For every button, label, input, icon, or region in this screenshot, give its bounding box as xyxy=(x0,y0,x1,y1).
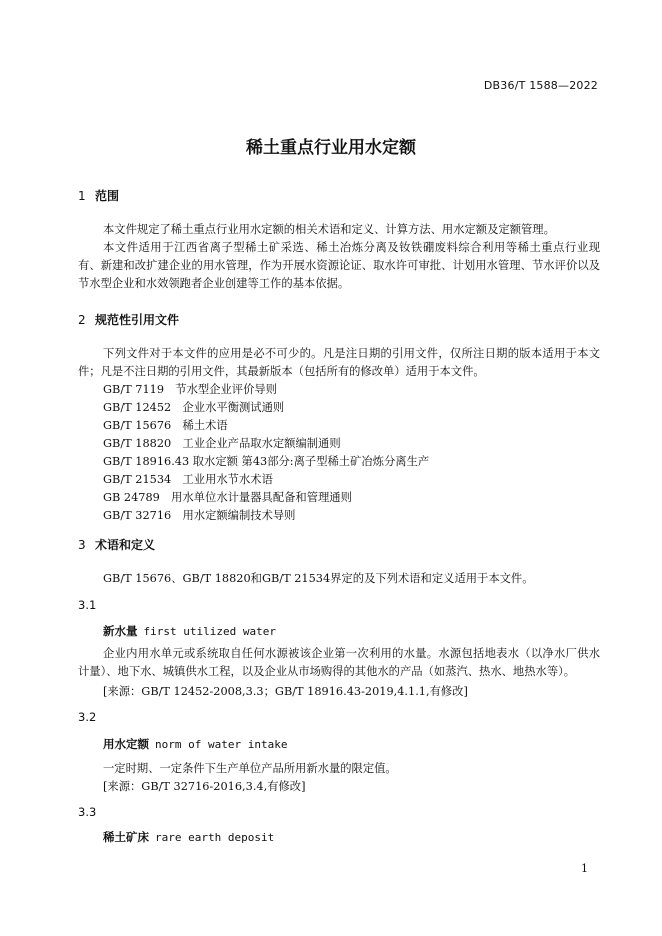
reference-item: GB/T 18916.43 取水定额 第43部分:离子型稀土矿冶炼分离生产 xyxy=(103,455,430,468)
section-3-para-1: GB/T 15676、GB/T 18820和GB/T 21534界定的及下列术语和定义适用于本文件。 xyxy=(103,572,534,585)
section-title: 术语和定义 xyxy=(95,538,156,552)
section-1-para-2: 本文件适用于江西省离子型稀土矿采选、稀土冶炼分离及钕铁硼废料综合利用等稀土重点行业现有、新建和改扩建企业的用水管理，作为开展水资源论证、取水许可审批、计划用水管理、节水评价以及节水型企业和水效领跑者企业创建等工作的基本依据。 xyxy=(78,241,600,290)
term-definition: 一定时期、一定条件下生产单位产品所用新水量的限定值。 xyxy=(103,762,397,775)
section-1-para-1: 本文件规定了稀土重点行业用水定额的相关术语和定义、计算方法、用水定额及定额管理。 xyxy=(103,223,555,236)
document-id: DB36/T 1588—2022 xyxy=(483,79,598,92)
reference-item: GB/T 15676 稀土术语 xyxy=(103,419,228,432)
document-title: 稀土重点行业用水定额 xyxy=(246,138,416,158)
section-3-heading xyxy=(78,536,155,553)
reference-item: GB/T 12452 企业水平衡测试通则 xyxy=(103,401,285,414)
section-number: 2 xyxy=(78,313,86,327)
section-title: 规范性引用文件 xyxy=(95,313,180,327)
term-en: first utilized water xyxy=(143,625,276,638)
term-number: 3.3 xyxy=(78,805,97,819)
term-definition: 企业内用水单元或系统取自任何水源被该企业第一次利用的水量。水源包括地表水（以净水厂供水计量）、地下水、城镇供水工程，以及企业从市场购得的其他水的产品（如蒸汽、热水、地热水等）。 xyxy=(78,647,600,678)
section-2-para-1: 下列文件对于本文件的应用是必不可少的。凡是注日期的引用文件，仅所注日期的版本适用于本文件；凡是不注日期的引用文件，其最新版本（包括所有的修改单）适用于本文件。 xyxy=(78,347,600,378)
term-number: 3.2 xyxy=(78,710,97,724)
term-source: [来源：GB/T 12452-2008,3.3；GB/T 18916.43-2019,4.1.1,有修改] xyxy=(103,685,468,698)
page-number: 1 xyxy=(581,862,588,875)
term-en: rare earth deposit xyxy=(155,831,275,844)
term-source: [来源：GB/T 32716-2016,3.4,有修改] xyxy=(103,780,306,793)
term-number: 3.1 xyxy=(78,598,97,612)
term-heading xyxy=(103,736,287,752)
section-2-heading xyxy=(78,311,179,328)
section-title: 范围 xyxy=(95,189,120,203)
reference-item: GB/T 32716 用水定额编制技术导则 xyxy=(103,509,296,522)
term-heading xyxy=(103,623,276,639)
reference-item: GB/T 18820 工业企业产品取水定额编制通则 xyxy=(103,437,341,450)
term-heading xyxy=(103,829,274,845)
term-zh: 稀土矿床 xyxy=(103,830,149,844)
term-zh: 用水定额 xyxy=(103,737,149,751)
reference-item: GB 24789 用水单位水计量器具配备和管理通则 xyxy=(103,491,352,504)
reference-item: GB/T 7119 节水型企业评价导则 xyxy=(103,383,277,396)
section-number: 1 xyxy=(78,189,86,203)
section-1-heading xyxy=(78,187,119,204)
term-en: norm of water intake xyxy=(155,738,288,751)
section-number: 3 xyxy=(78,538,86,552)
reference-item: GB/T 21534 工业用水节水术语 xyxy=(103,473,273,486)
term-zh: 新水量 xyxy=(103,624,138,638)
